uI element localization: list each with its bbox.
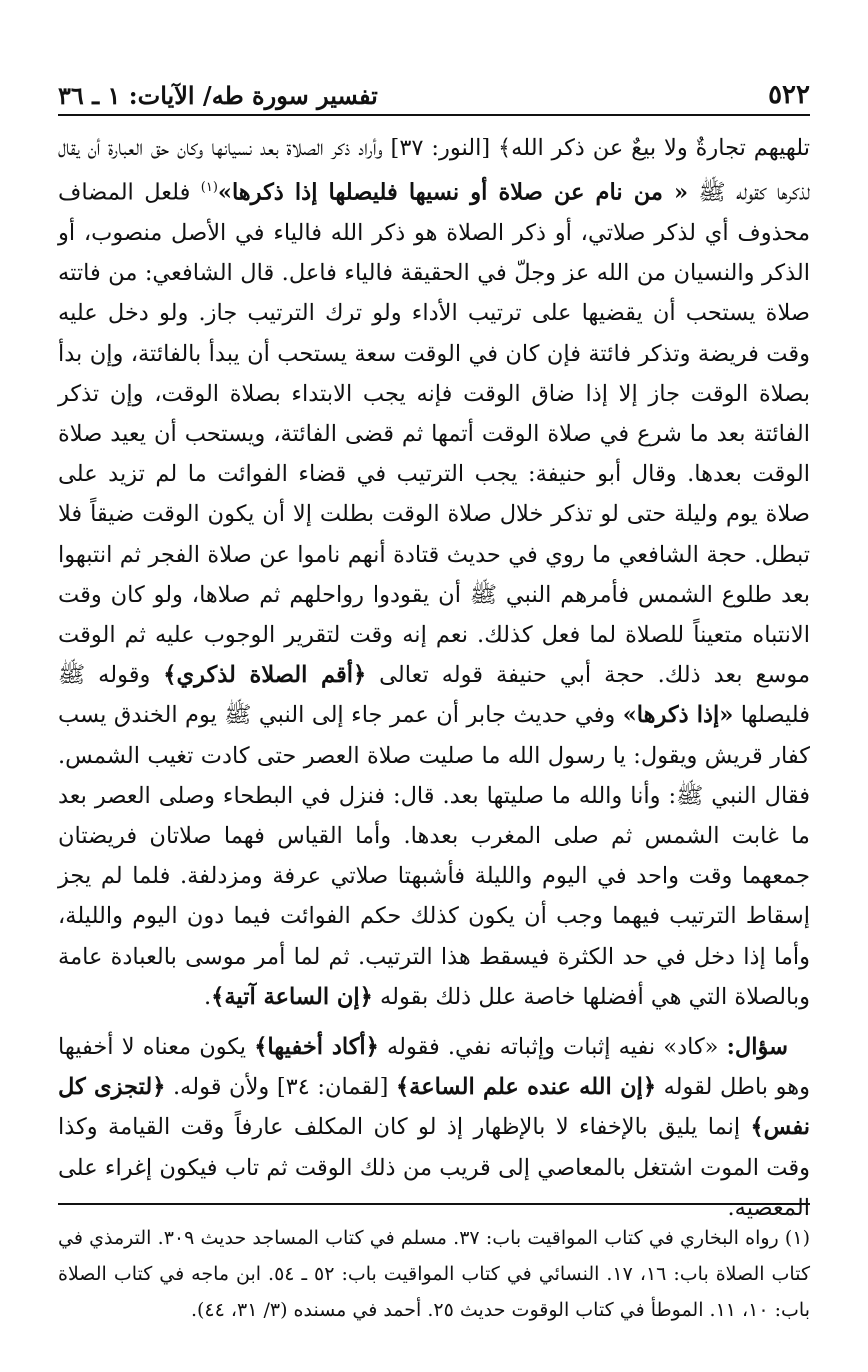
quran-quote: ﴿إن الله عنده علم الساعة﴾ — [395, 1074, 657, 1101]
text-run: وفي حديث جابر أن عمر جاء إلى النبي ﷺ يوم الخندق يسب كفار قريش ويقول: يا رسول الله ما صليت صلاة العصر حتى كادت تغيب الشمس. فقال النبي ﷺ: وأنا والله ما صليتها بعد. قال: فنزل في البطحاء وصلى العصر بعد ما غابت الشمس ثم صلى المغرب بعدها. وأما القياس فهما صلاتان فريضتان جمعهما وقت واحد في اليوم والليلة فأشبهتا صلاتي عرفة ومزدلفة. فلما لم يجز إسقاط الترتيب فيهما وجب أن يكون كذلك حكم الفوائت فيما دون اليوم والليلة، وأما إذا دخل في حد الكثرة فيسقط هذا الترتيب. ثم لما أمر موسى بالعبادة عامة وبالصلاة التي هي أفضلها خاصة علل ذلك بقوله — [58, 702, 810, 1010]
text-run: [لقمان: ٣٤] ولأن قوله. — [165, 1074, 396, 1101]
running-header — [58, 70, 810, 116]
quran-quote: ﴿لتجزى كل نفس﴾ — [58, 1074, 810, 1141]
quran-quote: ﴿إن الساعة آتية﴾ — [211, 983, 373, 1010]
page-number: ٥٢٢ — [768, 80, 810, 110]
paragraph — [58, 1027, 810, 1228]
footnote-separator — [58, 1203, 810, 1205]
text-run: تلهيهم تجارةٌ ولا بيعٌ عن ذكر الله﴾ [النور: ٣٧] وأراد ذكر الصلاة بعد نسيانها وكان حق العبارة أن يقال لذكرها كقوله ﷺ — [58, 135, 810, 206]
text-run: إنما يليق بالإخفاء لا بالإظهار إذ لو كان المكلف عارفاً وقت القيامة وكذا وقت الموت اشتغل بالمعاصي إلى قريب من ذلك الوقت ثم تاب فيكون إغراء على المعصية. — [58, 1114, 810, 1221]
quran-quote: ﴿أكاد أخفيها﴾ — [254, 1033, 379, 1060]
running-title: تفسير سورة طه/ الآيات: ١ ـ ٣٦ — [58, 81, 378, 110]
paragraph — [58, 128, 810, 1017]
question-label: سؤال: — [726, 1033, 788, 1060]
text-run: . — [204, 983, 212, 1010]
text-run: يكون معناه لا أخفيها وهو باطل لقوله — [58, 1033, 811, 1101]
footnote: (١) رواه البخاري في كتاب المواقيت باب: ٣٧. مسلم في كتاب المساجد حديث ٣٠٩. الترمذي في كتاب الصلاة باب: ١٦، ١٧. النسائي في كتاب المواقيت باب: ٥٢ ـ ٥٤. ابن ماجه في كتاب الصلاة باب: ١٠، ١١. الموطأ في كتاب الوقوت حديث ٢٥. أحمد في مسنده (٣/ ٣١، ٤٤). — [58, 1227, 810, 1321]
quran-quote: ﴿أقم الصلاة لذكري﴾ — [163, 662, 367, 689]
hadith-quote: «إذا ذكرها» — [622, 702, 734, 729]
text-run: «كاد» نفيه إثبات وإثباته نفي. فقوله — [378, 1033, 727, 1060]
text-run: وقوله ﷺ فليصلها — [58, 662, 810, 729]
footnote-ref: (١) — [200, 180, 218, 196]
footnotes — [58, 1220, 810, 1328]
hadith-quote: « من نام عن صلاة أو نسيها فليصلها إذا ذكرها» — [217, 179, 689, 206]
main-text — [58, 128, 810, 1228]
text-run: فلعل المضاف محذوف أي لذكر صلاتي، أو ذكر الصلاة هو ذكر الله فالياء في الأصل منصوب، أو الذكر والنسيان من الله عز وجلّ في الحقيقة فالياء فاعل. قال الشافعي: من فاتته صلاة يستحب أن يقضيها على ترتيب الأداء ولو ترك الترتيب جاز. ولو دخل عليه وقت فريضة وتذكر فائتة فإن كان في الوقت سعة يستحب أن يبدأ بالفائتة، وإن بدأ بصلاة الوقت جاز إلا إذا ضاق الوقت فإنه يجب الابتداء بصلاة الوقت، وإن تذكر الفائتة بعد ما شرع في صلاة الوقت أتمها ثم قضى الفائتة، ويستحب أن يعيد صلاة الوقت بعدها. وقال أبو حنيفة: يجب الترتيب في قضاء الفوائت ما لم تزيد على صلاة يوم وليلة حتى لو تذكر خلال صلاة الوقت بطلت إلا أن يكون الوقت ضيقاً فلا تبطل. حجة الشافعي ما روي في حديث قتادة أنهم ناموا عن صلاة الفجر ثم انتبهوا بعد طلوع الشمس فأمرهم النبي ﷺ أن يقودوا رواحلهم ثم صلاها، ولو كان وقت الانتباه متعيناً للصلاة لما فعل كذلك. نعم إنه وقت لتقرير الوجوب عليه ثم الوقت موسع بعد ذلك. حجة أبي حنيفة قوله تعالى — [58, 179, 810, 689]
